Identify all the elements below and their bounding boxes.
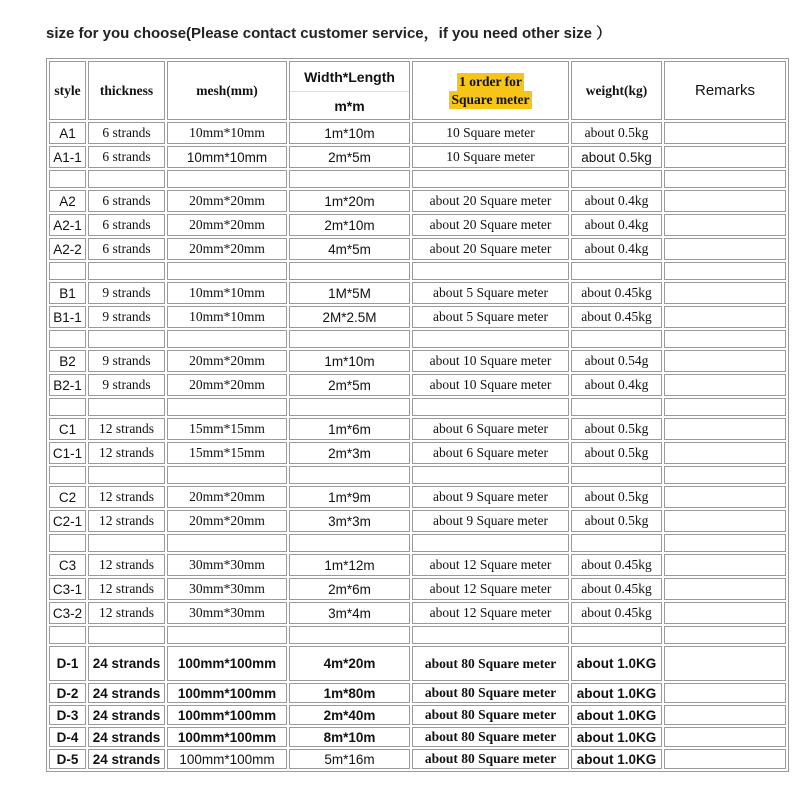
cell-order: about 10 Square meter [412,350,569,372]
cell-order: about 20 Square meter [412,238,569,260]
table-row [49,190,786,212]
table-row [49,486,786,508]
table-row [49,214,786,236]
cell-width-length: 1m*10m [289,350,410,372]
spacer-row [49,262,786,280]
cell-remarks [664,442,786,464]
cell-style: B2 [49,350,86,372]
table-row [49,122,786,144]
table-body [49,122,786,769]
cell-weight: about 0.5kg [571,418,662,440]
cell-order: about 5 Square meter [412,282,569,304]
table-row [49,727,786,747]
cell-mesh: 100mm*100mm [167,646,287,681]
cell-mesh: 10mm*10mm [167,306,287,328]
table-row [49,602,786,624]
cell-width-length: 2m*5m [289,374,410,396]
cell-style: D-5 [49,749,86,769]
cell-weight: about 0.5kg [571,486,662,508]
cell-order: about 80 Square meter [412,727,569,747]
size-table [46,58,789,772]
cell-order: about 20 Square meter [412,214,569,236]
page-title: size for you choose(Please contact customer service，if you need other size ） [46,25,612,42]
header-width-length [289,61,410,120]
cell-style: D-3 [49,705,86,725]
cell-remarks [664,578,786,600]
cell-width-length: 1m*80m [289,683,410,703]
cell-style: A2 [49,190,86,212]
cell-width-length: 8m*10m [289,727,410,747]
spacer-row [49,534,786,552]
cell-remarks [664,727,786,747]
cell-width-length: 2m*10m [289,214,410,236]
cell-width-length: 4m*5m [289,238,410,260]
cell-weight: about 1.0KG [571,646,662,681]
cell-mesh: 15mm*15mm [167,442,287,464]
cell-thickness: 12 strands [88,578,165,600]
cell-order: about 80 Square meter [412,705,569,725]
cell-width-length: 1m*10m [289,122,410,144]
cell-remarks [664,554,786,576]
cell-thickness: 12 strands [88,510,165,532]
spacer-row [49,170,786,188]
cell-style: B1-1 [49,306,86,328]
cell-thickness: 9 strands [88,282,165,304]
spacer-row [49,330,786,348]
cell-thickness: 12 strands [88,486,165,508]
cell-thickness: 24 strands [88,749,165,769]
cell-remarks [664,374,786,396]
header-weight: weight(kg) [571,61,662,120]
header-remarks: Remarks [664,61,786,120]
cell-width-length: 2m*3m [289,442,410,464]
cell-style: A1 [49,122,86,144]
cell-remarks [664,190,786,212]
cell-thickness: 12 strands [88,554,165,576]
cell-mesh: 20mm*20mm [167,214,287,236]
table-row [49,442,786,464]
table-row [49,578,786,600]
cell-order: about 20 Square meter [412,190,569,212]
cell-width-length: 2m*40m [289,705,410,725]
header-mesh: mesh(mm) [167,61,287,120]
cell-mesh: 30mm*30mm [167,602,287,624]
cell-remarks [664,122,786,144]
cell-order: about 80 Square meter [412,749,569,769]
cell-width-length: 2M*2.5M [289,306,410,328]
cell-width-length: 2m*6m [289,578,410,600]
cell-weight: about 0.5kg [571,122,662,144]
cell-style: B1 [49,282,86,304]
cell-thickness: 6 strands [88,146,165,168]
cell-style: C2-1 [49,510,86,532]
table-row [49,350,786,372]
cell-remarks [664,705,786,725]
cell-width-length: 1m*6m [289,418,410,440]
cell-mesh: 20mm*20mm [167,238,287,260]
cell-style: D-2 [49,683,86,703]
cell-order: about 12 Square meter [412,578,569,600]
cell-style: D-4 [49,727,86,747]
cell-mesh: 30mm*30mm [167,578,287,600]
cell-order: 10 Square meter [412,122,569,144]
cell-mesh: 100mm*100mm [167,705,287,725]
table-row [49,306,786,328]
cell-remarks [664,418,786,440]
cell-style: C3 [49,554,86,576]
cell-weight: about 0.4kg [571,374,662,396]
cell-mesh: 10mm*10mm [167,282,287,304]
cell-width-length: 4m*20m [289,646,410,681]
cell-order: about 80 Square meter [412,646,569,681]
cell-mesh: 15mm*15mm [167,418,287,440]
spacer-row [49,626,786,644]
table-row [49,749,786,769]
cell-thickness: 12 strands [88,602,165,624]
cell-remarks [664,683,786,703]
cell-remarks [664,510,786,532]
header-width-length-top: Width*Length [290,65,409,92]
cell-style: A1-1 [49,146,86,168]
spacer-row [49,398,786,416]
cell-weight: about 1.0KG [571,705,662,725]
header-thickness: thickness [88,61,165,120]
cell-thickness: 9 strands [88,350,165,372]
cell-remarks [664,646,786,681]
table-row [49,282,786,304]
cell-weight: about 0.45kg [571,282,662,304]
cell-weight: about 0.5kg [571,510,662,532]
header-width-length-unit: m*m [334,98,365,114]
cell-thickness: 9 strands [88,306,165,328]
header-order-line1: 1 order for [459,73,522,89]
cell-mesh: 20mm*20mm [167,190,287,212]
cell-style: C3-1 [49,578,86,600]
cell-thickness: 24 strands [88,683,165,703]
cell-order: about 5 Square meter [412,306,569,328]
cell-order: about 12 Square meter [412,602,569,624]
cell-remarks [664,749,786,769]
cell-mesh: 10mm*10mm [167,146,287,168]
cell-order: about 80 Square meter [412,683,569,703]
cell-weight: about 0.5kg [571,442,662,464]
cell-weight: about 0.4kg [571,214,662,236]
cell-remarks [664,146,786,168]
cell-style: A2-2 [49,238,86,260]
cell-width-length: 1m*12m [289,554,410,576]
cell-mesh: 20mm*20mm [167,510,287,532]
cell-width-length: 2m*5m [289,146,410,168]
cell-weight: about 0.45kg [571,554,662,576]
cell-remarks [664,306,786,328]
table-row [49,510,786,532]
spacer-row [49,466,786,484]
cell-remarks [664,238,786,260]
cell-thickness: 24 strands [88,727,165,747]
cell-style: C1-1 [49,442,86,464]
cell-weight: about 0.4kg [571,190,662,212]
cell-style: C1 [49,418,86,440]
cell-thickness: 24 strands [88,646,165,681]
table-row [49,683,786,703]
cell-order: about 9 Square meter [412,510,569,532]
cell-weight: about 1.0KG [571,727,662,747]
cell-style: C2 [49,486,86,508]
cell-width-length: 1m*9m [289,486,410,508]
cell-weight: about 0.5kg [571,146,662,168]
header-order [412,61,569,120]
table-row [49,554,786,576]
cell-weight: about 1.0KG [571,749,662,769]
cell-mesh: 100mm*100mm [167,727,287,747]
cell-mesh: 20mm*20mm [167,374,287,396]
cell-mesh: 100mm*100mm [167,683,287,703]
cell-order: about 10 Square meter [412,374,569,396]
cell-width-length: 3m*4m [289,602,410,624]
cell-mesh: 20mm*20mm [167,486,287,508]
cell-order: about 6 Square meter [412,418,569,440]
table-row [49,418,786,440]
cell-mesh: 20mm*20mm [167,350,287,372]
cell-width-length: 5m*16m [289,749,410,769]
cell-thickness: 6 strands [88,238,165,260]
cell-remarks [664,350,786,372]
table-row [49,238,786,260]
cell-style: D-1 [49,646,86,681]
cell-mesh: 10mm*10mm [167,122,287,144]
cell-style: A2-1 [49,214,86,236]
table-row [49,374,786,396]
header-style: style [49,61,86,120]
cell-order: about 12 Square meter [412,554,569,576]
cell-order: about 6 Square meter [412,442,569,464]
cell-weight: about 0.54g [571,350,662,372]
cell-order: 10 Square meter [412,146,569,168]
cell-mesh: 100mm*100mm [167,749,287,769]
cell-thickness: 6 strands [88,122,165,144]
cell-weight: about 0.4kg [571,238,662,260]
cell-remarks [664,214,786,236]
cell-thickness: 12 strands [88,418,165,440]
table-row [49,705,786,725]
cell-thickness: 9 strands [88,374,165,396]
cell-order: about 9 Square meter [412,486,569,508]
cell-remarks [664,282,786,304]
cell-style: B2-1 [49,374,86,396]
cell-weight: about 1.0KG [571,683,662,703]
cell-weight: about 0.45kg [571,602,662,624]
cell-thickness: 6 strands [88,214,165,236]
cell-remarks [664,602,786,624]
header-row [49,61,786,120]
cell-width-length: 1m*20m [289,190,410,212]
cell-thickness: 12 strands [88,442,165,464]
cell-weight: about 0.45kg [571,306,662,328]
cell-weight: about 0.45kg [571,578,662,600]
header-order-line2: Square meter [451,91,530,107]
cell-style: C3-2 [49,602,86,624]
cell-width-length: 3m*3m [289,510,410,532]
cell-mesh: 30mm*30mm [167,554,287,576]
cell-remarks [664,486,786,508]
cell-thickness: 6 strands [88,190,165,212]
table-row [49,646,786,681]
cell-width-length: 1M*5M [289,282,410,304]
cell-thickness: 24 strands [88,705,165,725]
table-row [49,146,786,168]
